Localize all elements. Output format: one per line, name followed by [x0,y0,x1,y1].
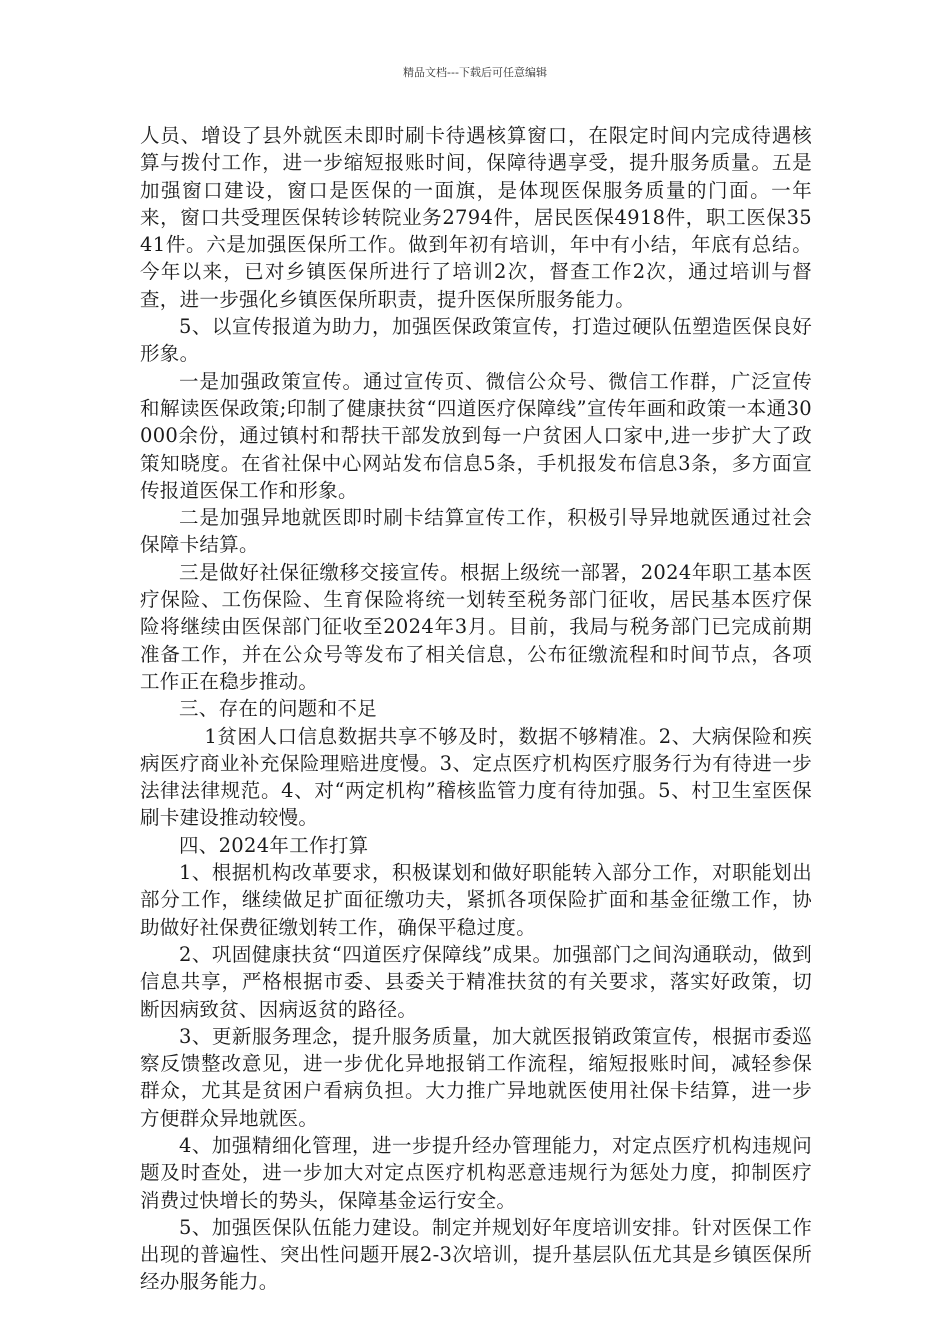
paragraph: 1贫困人口信息数据共享不够及时，数据不够精准。2、大病保险和疾病医疗商业补充保险理赔进度慢。3、定点医疗机构医疗服务行为有待进一步法律法律规范。4、对“两定机构”稽核监管力度有待加强。5、村卫生室医保刷卡建设推动较慢。 [140,724,812,830]
paragraph: 3、更新服务理念，提升服务质量，加大就医报销政策宣传，根据市委巡察反馈整改意见，进一步优化异地报销工作流程，缩短报账时间，减轻参保群众，尤其是贫困户看病负担。大力推广异地就医使用社保卡结算，进一步方便群众异地就医。 [140,1024,812,1130]
document-body [140,122,812,1296]
section-heading: 四、2024年工作打算 [179,833,369,857]
paragraph: 4、加强精细化管理，进一步提升经办管理能力，对定点医疗机构违规问题及时查处，进一步加大对定点医疗机构恶意违规行为惩处力度，抑制医疗消费过快增长的势头，保障基金运行安全。 [140,1133,812,1212]
paragraph: 一是加强政策宣传。通过宣传页、微信公众号、微信工作群，广泛宣传和解读医保政策;印制了健康扶贫“四道医疗保障线”宣传年画和政策一本通30000余份，通过镇村和帮扶干部发放到每一户贫困人口家中,进一步扩大了政策知晓度。在省社保中心网站发布信息5条，手机报发布信息3条，多方面宣传报道医保工作和形象。 [140,369,812,502]
paragraph: 二是加强异地就医即时刷卡结算宣传工作，积极引导异地就医通过社会保障卡结算。 [140,506,812,557]
paragraph: 三是做好社保征缴移交接宣传。根据上级统一部署，2024年职工基本医疗保险、工伤保险、生育保险将统一划转至税务部门征收，居民基本医疗保险将继续由医保部门征收至2024年3月。目前，我局与税务部门已完成前期准备工作，并在公众号等发布了相关信息，公布征缴流程和时间节点，各项工作正在稳步推动。 [140,560,812,693]
paragraph: 2、巩固健康扶贫“四道医疗保障线”成果。加强部门之间沟通联动，做到信息共享，严格根据市委、县委关于精准扶贫的有关要求，落实好政策，切断因病致贫、因病返贫的路径。 [140,942,812,1021]
page-header: 精品文档---下载后可任意编辑 [403,66,547,79]
section-heading: 三、存在的问题和不足 [179,697,378,721]
paragraph: 1、根据机构改革要求，积极谋划和做好职能转入部分工作，对职能划出部分工作，继续做足扩面征缴功夫，紧抓各项保险扩面和基金征缴工作，协助做好社保费征缴划转工作，确保平稳过度。 [140,861,812,939]
paragraph: 5、加强医保队伍能力建设。制定并规划好年度培训安排。针对医保工作出现的普遍性、突出性问题开展2-3次培训，提升基层队伍尤其是乡镇医保所经办服务能力。 [140,1215,812,1294]
paragraph: 人员、增设了县外就医未即时刷卡待遇核算窗口，在限定时间内完成待遇核算与拨付工作，进一步缩短报账时间，保障待遇享受，提升服务质量。五是加强窗口建设，窗口是医保的一面旗，是体现医保服务质量的门面。一年来，窗口共受理医保转诊转院业务2794件，居民医保4918件，职工医保3541件。六是加强医保所工作。做到年初有培训，年中有小结，年底有总结。今年以来，已对乡镇医保所进行了培训2次，督查工作2次，通过培训与督查，进一步强化乡镇医保所职责，提升医保所服务能力。 [140,124,812,311]
paragraph: 5、以宣传报道为助力，加强医保政策宣传，打造过硬队伍塑造医保良好形象。 [140,315,812,366]
